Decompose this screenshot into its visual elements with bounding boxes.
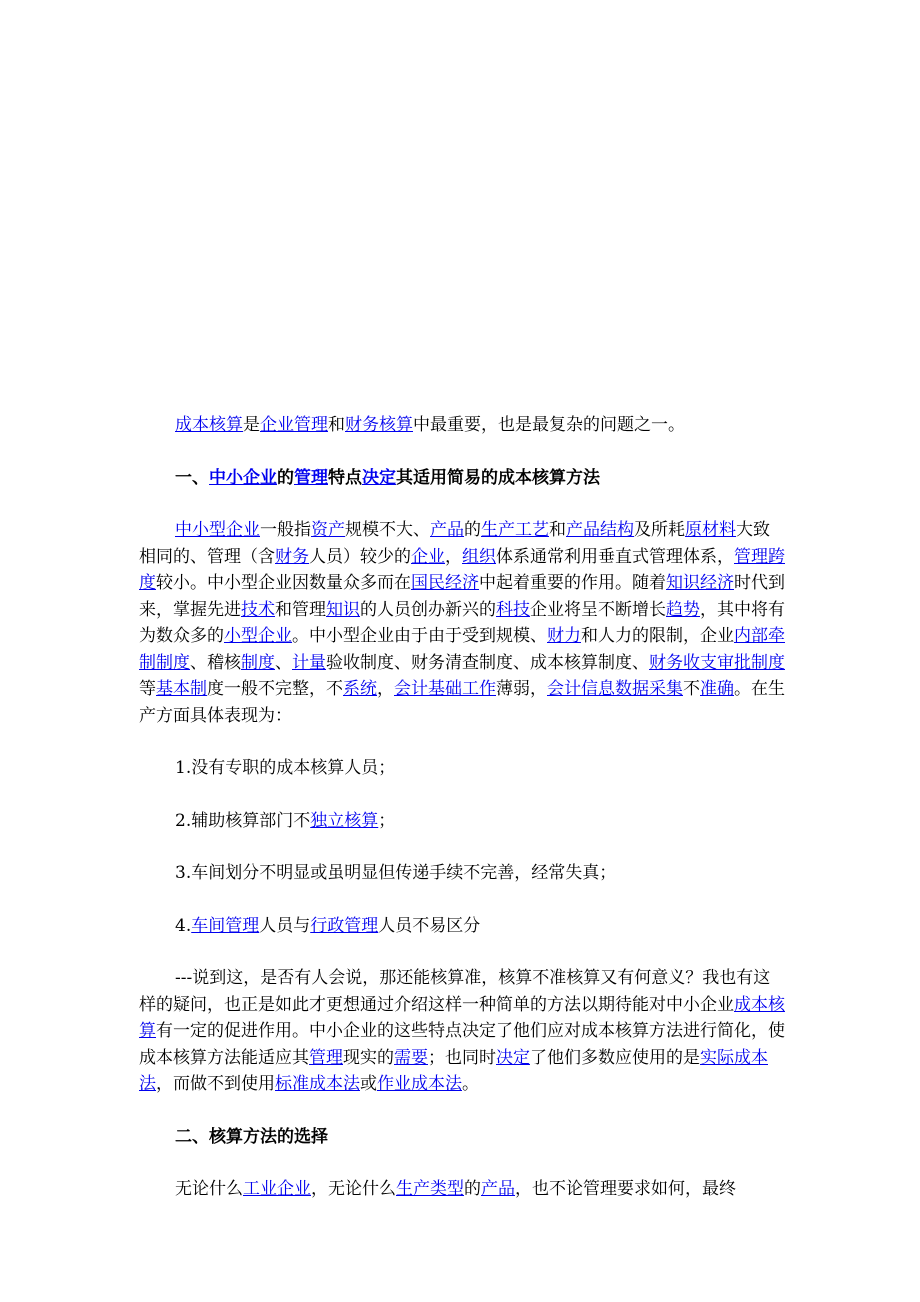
link[interactable]: 管理 <box>309 1047 343 1068</box>
link[interactable]: 实际成本法 <box>139 1047 768 1094</box>
text: 和 <box>549 520 566 540</box>
text: 规模不大、 <box>345 520 430 540</box>
link[interactable]: 财务收支审批制度 <box>649 652 785 673</box>
text: 3.车间划分不明显或虽明显但传递手续不完善，经常失真； <box>175 863 617 883</box>
link[interactable]: 需要 <box>394 1047 428 1068</box>
sme-paragraph <box>139 517 785 729</box>
link-enterprise-management[interactable]: 企业管理 <box>260 415 328 435</box>
link[interactable]: 生产工艺 <box>481 520 549 540</box>
link[interactable]: 标准成本法 <box>275 1074 360 1094</box>
text: 时代到来，掌握先进 <box>139 573 785 620</box>
text: 薄弱， <box>496 679 547 699</box>
link[interactable]: 产品 <box>430 520 464 540</box>
link[interactable]: 制度 <box>241 652 275 673</box>
text: 较小。中小型企业因数量众多而在 <box>156 573 411 593</box>
link[interactable]: 知识经济 <box>666 573 734 593</box>
section-heading-1 <box>175 465 785 492</box>
link[interactable]: 计量 <box>292 652 326 673</box>
text: 体系通常利用垂直式管理体系， <box>496 546 734 567</box>
list-item <box>175 913 785 940</box>
link[interactable]: 小型企业 <box>224 626 292 646</box>
text: 中起着重要的作用。随着 <box>479 573 666 593</box>
text: 一般指 <box>260 520 311 540</box>
text: 和人力的限制，企业 <box>581 626 734 646</box>
link-management[interactable]: 管理 <box>294 467 328 488</box>
link[interactable]: 财务 <box>275 546 309 567</box>
text: 特点 <box>328 467 362 488</box>
text: 的 <box>464 1179 481 1199</box>
link[interactable]: 管理跨度 <box>139 546 785 593</box>
text: 其适用简易的成本核算方法 <box>396 467 600 488</box>
text: 。 <box>462 1074 479 1094</box>
text: 。中小型企业由于由于受到规模、 <box>292 626 547 646</box>
text: 有一定的促进作用。中小企业的这些特点决定了他们应对成本核算方法进行简化，使成本核算方法能适应其 <box>139 1021 785 1068</box>
link[interactable]: 原材料 <box>685 520 736 540</box>
text: 、 <box>275 652 292 673</box>
link-workshop-management[interactable]: 车间管理 <box>191 915 260 936</box>
discussion-paragraph <box>139 965 785 1098</box>
text: 、稽核 <box>190 652 241 673</box>
text: 验收制度、财务清查制度、成本核算制度、 <box>326 652 649 673</box>
link[interactable]: 趋势 <box>666 599 700 620</box>
article-body <box>139 412 785 1203</box>
link[interactable]: 财力 <box>547 626 581 646</box>
text: 和 <box>328 415 345 435</box>
text: 是 <box>243 415 260 435</box>
link[interactable]: 内部牵制制度 <box>139 626 785 673</box>
text: 度一般不完整，不 <box>207 679 343 699</box>
link-decide[interactable]: 决定 <box>362 467 396 488</box>
text: 人员与 <box>259 915 311 936</box>
text: 的 <box>277 467 294 488</box>
intro-paragraph <box>139 412 785 439</box>
text: 中最重要，也是最复杂的问题之一。 <box>413 415 685 435</box>
link-cost-accounting[interactable]: 成本核算 <box>175 415 243 435</box>
list-item <box>175 860 785 887</box>
link[interactable]: 中小型企业 <box>175 520 260 540</box>
link-independent-accounting[interactable]: 独立核算 <box>310 810 379 831</box>
text: 企业将呈不断增长 <box>530 599 666 620</box>
text: ，也不论管理要求如何，最终 <box>515 1179 736 1199</box>
link[interactable]: 科技 <box>496 599 530 620</box>
text: ，无论什么 <box>311 1179 396 1199</box>
link[interactable]: 准确 <box>700 679 734 699</box>
text: ， <box>445 546 462 567</box>
link[interactable]: 成本核算 <box>139 994 785 1041</box>
link[interactable]: 产品结构 <box>566 520 634 540</box>
text: 一、 <box>175 467 209 488</box>
link[interactable]: 工业企业 <box>243 1179 311 1199</box>
link-financial-accounting[interactable]: 财务核算 <box>345 415 413 435</box>
list-item <box>175 755 785 782</box>
link-sme[interactable]: 中小企业 <box>209 467 277 488</box>
text: 。在生产方面具体表现为： <box>139 679 785 726</box>
text: 1.没有专职的成本核算人员； <box>175 758 396 778</box>
text: ； <box>378 810 396 831</box>
text: 等 <box>139 679 156 699</box>
text: 二、核算方法的选择 <box>175 1126 328 1147</box>
link[interactable]: 技术 <box>241 599 275 620</box>
text: 和管理 <box>275 599 326 620</box>
link[interactable]: 产品 <box>481 1179 515 1199</box>
text: 的人员创办新兴的 <box>360 599 496 620</box>
link[interactable]: 系统 <box>343 679 377 699</box>
link[interactable]: 会计基础工作 <box>394 679 496 699</box>
text: 及所耗 <box>634 520 685 540</box>
link[interactable]: 生产类型 <box>396 1179 464 1199</box>
text: ， <box>377 679 394 699</box>
text: 不 <box>683 679 700 699</box>
text: 了他们多数应使用的是 <box>530 1047 700 1068</box>
text: 无论什么 <box>175 1179 243 1199</box>
text: 2.辅助核算部门不 <box>175 810 311 831</box>
link[interactable]: 组织 <box>462 546 496 567</box>
link[interactable]: 国民经济 <box>411 573 479 593</box>
text: ，其中将有为数众多的 <box>139 599 785 646</box>
link[interactable]: 决定 <box>496 1047 530 1068</box>
text: 的 <box>464 520 481 540</box>
text: 现实的 <box>343 1047 394 1068</box>
link-administrative-management[interactable]: 行政管理 <box>310 915 379 936</box>
text: 4. <box>175 915 192 936</box>
section-heading-2 <box>175 1124 785 1151</box>
link[interactable]: 资产 <box>311 520 345 540</box>
text: ---说到这，是否有人会说，那还能核算准，核算不准核算又有何意义？我也有这样的疑问，也正是如此才更想通过介绍这样一种简单的方法以期待能对中小企业 <box>139 968 771 1015</box>
text: 或 <box>360 1074 377 1094</box>
link[interactable]: 基本制 <box>156 679 207 699</box>
link[interactable]: 作业成本法 <box>377 1074 462 1094</box>
link[interactable]: 知识 <box>326 599 360 620</box>
text: 人员）较少的 <box>309 546 411 567</box>
text: 大致相同的、管理（含 <box>139 520 770 567</box>
link[interactable]: 企业 <box>411 546 445 567</box>
text: ，而做不到使用 <box>156 1074 275 1094</box>
text: ；也同时 <box>428 1047 496 1068</box>
link[interactable]: 会计信息数据采集 <box>547 679 683 699</box>
method-paragraph <box>139 1176 785 1203</box>
text: 人员不易区分 <box>378 915 481 936</box>
list-item <box>175 808 785 835</box>
